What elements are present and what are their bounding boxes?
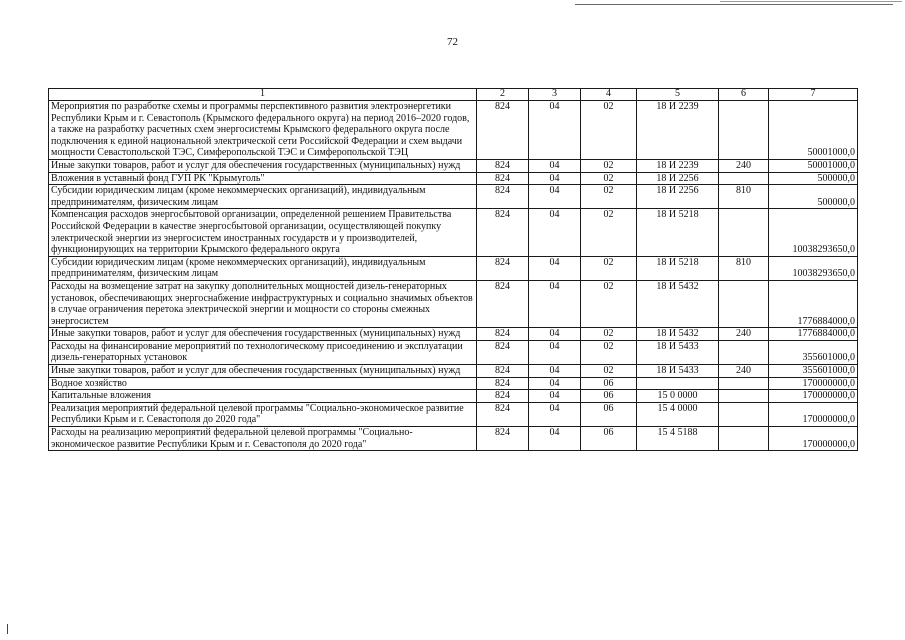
subsection-code-cell: 02 xyxy=(581,185,637,209)
expense-name-cell: Иные закупки товаров, работ и услуг для обеспечения государственных (муниципальных) нужд xyxy=(49,328,477,341)
expense-name-cell: Иные закупки товаров, работ и услуг для обеспечения государственных (муниципальных) нужд xyxy=(49,365,477,378)
column-header: 4 xyxy=(581,89,637,101)
expense-type-cell xyxy=(719,377,769,390)
table-row xyxy=(49,365,858,378)
target-article-cell: 18 И 2239 xyxy=(637,101,719,160)
grbs-code-cell: 824 xyxy=(477,185,529,209)
expense-type-cell: 810 xyxy=(719,256,769,280)
expense-name-cell: Расходы на возмещение затрат на закупку дополнительных мощностей дизель-генераторных установок, обеспечивающих энергоснабжение инфраструктурных и социально значимых объектов в случае ограничения перетока электрической энергии и мощности со стороны смежных энергосистем xyxy=(49,280,477,327)
grbs-code-cell: 824 xyxy=(477,340,529,364)
expense-type-cell: 240 xyxy=(719,365,769,378)
subsection-code-cell: 02 xyxy=(581,365,637,378)
target-article-cell: 18 И 5433 xyxy=(637,365,719,378)
target-article-cell: 15 4 0000 xyxy=(637,402,719,426)
grbs-code-cell: 824 xyxy=(477,365,529,378)
subsection-code-cell: 06 xyxy=(581,390,637,403)
expense-type-cell xyxy=(719,209,769,256)
amount-cell: 170000000,0 xyxy=(769,427,858,451)
section-code-cell: 04 xyxy=(529,280,581,327)
amount-cell: 170000000,0 xyxy=(769,390,858,403)
column-header: 2 xyxy=(477,89,529,101)
target-article-cell xyxy=(637,377,719,390)
expense-type-cell: 240 xyxy=(719,159,769,172)
expense-type-cell xyxy=(719,280,769,327)
target-article-cell: 18 И 5432 xyxy=(637,280,719,327)
amount-cell: 355601000,0 xyxy=(769,365,858,378)
table-row xyxy=(49,402,858,426)
subsection-code-cell: 02 xyxy=(581,209,637,256)
amount-cell: 10038293650,0 xyxy=(769,256,858,280)
section-code-cell: 04 xyxy=(529,101,581,160)
column-header: 7 xyxy=(769,89,858,101)
subsection-code-cell: 02 xyxy=(581,328,637,341)
expense-name-cell: Расходы на финансирование мероприятий по технологическому присоединению и эксплуатации дизель-генераторных установок xyxy=(49,340,477,364)
expense-name-cell: Субсидии юридическим лицам (кроме некоммерческих организаций), индивидуальным предпринимателям, физическим лицам xyxy=(49,256,477,280)
subsection-code-cell: 02 xyxy=(581,256,637,280)
table-row xyxy=(49,377,858,390)
target-article-cell: 15 4 5188 xyxy=(637,427,719,451)
expense-type-cell: 240 xyxy=(719,328,769,341)
grbs-code-cell: 824 xyxy=(477,427,529,451)
expense-name-cell: Компенсация расходов энергосбытовой организации, определенной решением Правительства Российской Федерации в качестве энергосбытовой организации, осуществляющей покупку электрической энергии из энергосистем иностранных государств и у производителей, функционирующих на территории Крымского федерального округа xyxy=(49,209,477,256)
grbs-code-cell: 824 xyxy=(477,402,529,426)
expense-name-cell: Капитальные вложения xyxy=(49,390,477,403)
expense-type-cell xyxy=(719,402,769,426)
amount-cell: 355601000,0 xyxy=(769,340,858,364)
subsection-code-cell: 02 xyxy=(581,340,637,364)
target-article-cell: 18 И 5218 xyxy=(637,209,719,256)
target-article-cell: 18 И 2239 xyxy=(637,159,719,172)
column-header: 3 xyxy=(529,89,581,101)
table-row xyxy=(49,159,858,172)
budget-table-body xyxy=(49,89,858,451)
table-row xyxy=(49,172,858,185)
page-number: 72 xyxy=(447,36,458,48)
target-article-cell: 18 И 5433 xyxy=(637,340,719,364)
expense-name-cell: Водное хозяйство xyxy=(49,377,477,390)
table-row xyxy=(49,185,858,209)
grbs-code-cell: 824 xyxy=(477,209,529,256)
grbs-code-cell: 824 xyxy=(477,390,529,403)
grbs-code-cell: 824 xyxy=(477,377,529,390)
expense-type-cell: 810 xyxy=(719,185,769,209)
amount-cell: 500000,0 xyxy=(769,185,858,209)
target-article-cell: 18 И 2256 xyxy=(637,172,719,185)
subsection-code-cell: 02 xyxy=(581,280,637,327)
grbs-code-cell: 824 xyxy=(477,172,529,185)
subsection-code-cell: 02 xyxy=(581,172,637,185)
expense-name-cell: Вложения в уставный фонд ГУП РК "Крымуголь" xyxy=(49,172,477,185)
grbs-code-cell: 824 xyxy=(477,101,529,160)
table-row xyxy=(49,390,858,403)
subsection-code-cell: 02 xyxy=(581,159,637,172)
expense-name-cell: Реализация мероприятий федеральной целевой программы "Социально-экономическое развитие Республики Крым и г. Севастополя до 2020 года" xyxy=(49,402,477,426)
section-code-cell: 04 xyxy=(529,340,581,364)
table-row xyxy=(49,101,858,160)
subsection-code-cell: 06 xyxy=(581,427,637,451)
section-code-cell: 04 xyxy=(529,159,581,172)
expense-name-cell: Субсидии юридическим лицам (кроме некоммерческих организаций), индивидуальным предпринимателям, физическим лицам xyxy=(49,185,477,209)
section-code-cell: 04 xyxy=(529,209,581,256)
scan-edge-line-secondary xyxy=(720,1,902,2)
subsection-code-cell: 06 xyxy=(581,402,637,426)
grbs-code-cell: 824 xyxy=(477,256,529,280)
section-code-cell: 04 xyxy=(529,390,581,403)
section-code-cell: 04 xyxy=(529,328,581,341)
expense-type-cell xyxy=(719,101,769,160)
table-row xyxy=(49,209,858,256)
section-code-cell: 04 xyxy=(529,377,581,390)
target-article-cell: 18 И 5218 xyxy=(637,256,719,280)
amount-cell: 1776884000,0 xyxy=(769,280,858,327)
subsection-code-cell: 02 xyxy=(581,101,637,160)
table-row xyxy=(49,427,858,451)
expense-type-cell xyxy=(719,390,769,403)
section-code-cell: 04 xyxy=(529,185,581,209)
amount-cell: 50001000,0 xyxy=(769,101,858,160)
expense-name-cell: Иные закупки товаров, работ и услуг для обеспечения государственных (муниципальных) нужд xyxy=(49,159,477,172)
subsection-code-cell: 06 xyxy=(581,377,637,390)
column-header: 5 xyxy=(637,89,719,101)
section-code-cell: 04 xyxy=(529,256,581,280)
expense-type-cell xyxy=(719,340,769,364)
amount-cell: 10038293650,0 xyxy=(769,209,858,256)
table-row xyxy=(49,256,858,280)
section-code-cell: 04 xyxy=(529,402,581,426)
expense-type-cell xyxy=(719,427,769,451)
expense-name-cell: Мероприятия по разработке схемы и программы перспективного развития электроэнергетики Республики Крым и г. Севастополь (Крымского федерального округа) на период 2016–2020 годов, а также на разработку расчетных схем энергосистемы Крымского федерального округа после подключения к единой национальной электрической сети Российской Федерации и схем выдачи мощности Севастопольской ТЭС, Симферопольской ТЭС и Симферопольской ТЭЦ xyxy=(49,101,477,160)
target-article-cell: 18 И 5432 xyxy=(637,328,719,341)
budget-table xyxy=(48,88,858,451)
amount-cell: 50001000,0 xyxy=(769,159,858,172)
expense-type-cell xyxy=(719,172,769,185)
amount-cell: 500000,0 xyxy=(769,172,858,185)
section-code-cell: 04 xyxy=(529,172,581,185)
target-article-cell: 15 0 0000 xyxy=(637,390,719,403)
column-header: 1 xyxy=(49,89,477,101)
table-row xyxy=(49,340,858,364)
table-header-row xyxy=(49,89,858,101)
table-row xyxy=(49,280,858,327)
grbs-code-cell: 824 xyxy=(477,159,529,172)
amount-cell: 170000000,0 xyxy=(769,377,858,390)
expense-name-cell: Расходы на реализацию мероприятий федеральной целевой программы "Социально-экономическое развитие Республики Крым и г. Севастополя до 2020 года" xyxy=(49,427,477,451)
target-article-cell: 18 И 2256 xyxy=(637,185,719,209)
section-code-cell: 04 xyxy=(529,427,581,451)
table-row xyxy=(49,328,858,341)
grbs-code-cell: 824 xyxy=(477,280,529,327)
grbs-code-cell: 824 xyxy=(477,328,529,341)
amount-cell: 170000000,0 xyxy=(769,402,858,426)
column-header: 6 xyxy=(719,89,769,101)
amount-cell: 1776884000,0 xyxy=(769,328,858,341)
scan-edge-line xyxy=(575,4,893,5)
scan-margin-mark xyxy=(7,624,8,634)
section-code-cell: 04 xyxy=(529,365,581,378)
